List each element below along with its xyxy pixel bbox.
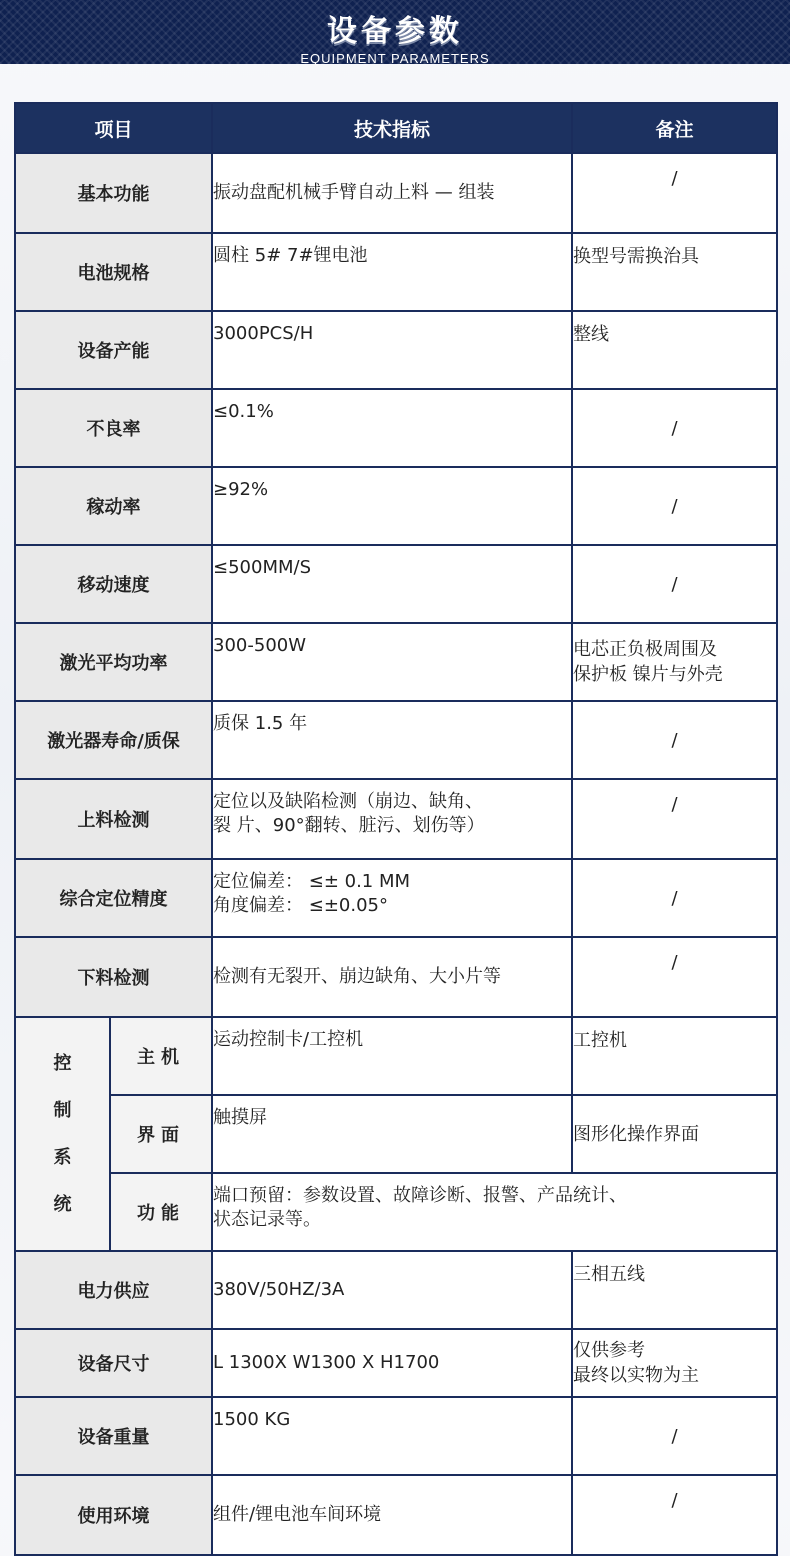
row-spec-value: 运动控制卡/工控机 (212, 1017, 572, 1095)
table-row (15, 389, 777, 467)
row-spec-value: 端口预留：参数设置、故障诊断、报警、产品统计、 状态记录等。 (212, 1173, 777, 1251)
table-row (15, 623, 777, 701)
row-note: / (572, 545, 777, 623)
table-row (15, 779, 777, 859)
row-spec-value: 检测有无裂开、崩边缺角、大小片等 (212, 937, 572, 1017)
row-note: / (572, 1475, 777, 1555)
table-row (15, 937, 777, 1017)
row-spec-value: 圆柱 5# 7#锂电池 (212, 233, 572, 311)
row-note: / (572, 467, 777, 545)
row-item-label: 使用环境 (15, 1475, 212, 1555)
row-spec-value: 组件/锂电池车间环境 (212, 1475, 572, 1555)
column-header-note: 备注 (572, 103, 777, 153)
table-row (15, 153, 777, 233)
row-spec-value: 1500 KG (212, 1397, 572, 1475)
row-note: / (572, 389, 777, 467)
row-note: 整线 (572, 311, 777, 389)
table-row (15, 1251, 777, 1329)
table-row (15, 1095, 777, 1173)
row-note: 换型号需换治具 (572, 233, 777, 311)
row-item-label: 不良率 (15, 389, 212, 467)
row-item-label: 激光器寿命/质保 (15, 701, 212, 779)
row-note: / (572, 779, 777, 859)
row-spec-value: 定位以及缺陷检测（崩边、缺角、 裂 片、90°翻转、脏污、划伤等） (212, 779, 572, 859)
row-item-label: 移动速度 (15, 545, 212, 623)
row-item-label: 主机 (110, 1017, 212, 1095)
row-spec-value: 定位偏差： ≤± 0.1 MM 角度偏差： ≤±0.05° (212, 859, 572, 937)
row-note: / (572, 859, 777, 937)
row-spec-value: 质保 1.5 年 (212, 701, 572, 779)
row-item-label: 基本功能 (15, 153, 212, 233)
row-item-label: 下料检测 (15, 937, 212, 1017)
table-row (15, 311, 777, 389)
table-row (15, 1475, 777, 1555)
row-item-label: 综合定位精度 (15, 859, 212, 937)
table-row (15, 1017, 777, 1095)
control-system-label: 控 制 系 统 (15, 1017, 110, 1251)
table-row (15, 545, 777, 623)
row-item-label: 激光平均功率 (15, 623, 212, 701)
row-item-label: 设备产能 (15, 311, 212, 389)
row-item-label: 设备重量 (15, 1397, 212, 1475)
row-item-label: 界面 (110, 1095, 212, 1173)
row-note: 三相五线 (572, 1251, 777, 1329)
row-note: / (572, 1397, 777, 1475)
row-item-label: 电池规格 (15, 233, 212, 311)
row-note: 工控机 (572, 1017, 777, 1095)
page-header (0, 0, 790, 64)
row-item-label: 设备尺寸 (15, 1329, 212, 1397)
row-note: 电芯正负极周围及 保护板 镍片与外壳 (572, 623, 777, 701)
table-row (15, 233, 777, 311)
row-note: / (572, 701, 777, 779)
row-spec-value: ≥92% (212, 467, 572, 545)
row-item-label: 功能 (110, 1173, 212, 1251)
row-spec-value: ≤0.1% (212, 389, 572, 467)
table-row (15, 1329, 777, 1397)
row-spec-value: 300-500W (212, 623, 572, 701)
row-item-label: 上料检测 (15, 779, 212, 859)
row-spec-value: 3000PCS/H (212, 311, 572, 389)
row-note: / (572, 153, 777, 233)
table-row (15, 859, 777, 937)
page-title: 设备参数 (327, 14, 463, 49)
table-row (15, 1397, 777, 1475)
row-spec-value: 触摸屏 (212, 1095, 572, 1173)
table-row (15, 467, 777, 545)
table-header-row (15, 103, 777, 153)
table-row (15, 701, 777, 779)
row-note: / (572, 937, 777, 1017)
row-note: 仅供参考 最终以实物为主 (572, 1329, 777, 1397)
page-subtitle: EQUIPMENT PARAMETERS (300, 51, 490, 66)
row-item-label: 电力供应 (15, 1251, 212, 1329)
row-spec-value: L 1300X W1300 X H1700 (212, 1329, 572, 1397)
row-item-label: 稼动率 (15, 467, 212, 545)
column-header-item: 项目 (15, 103, 212, 153)
row-note: 图形化操作界面 (572, 1095, 777, 1173)
row-spec-value: 380V/50HZ/3A (212, 1251, 572, 1329)
parameters-table (14, 102, 778, 1556)
table-row (15, 1173, 777, 1251)
row-spec-value: ≤500MM/S (212, 545, 572, 623)
column-header-spec: 技术指标 (212, 103, 572, 153)
row-spec-value: 振动盘配机械手臂自动上料 — 组装 (212, 153, 572, 233)
